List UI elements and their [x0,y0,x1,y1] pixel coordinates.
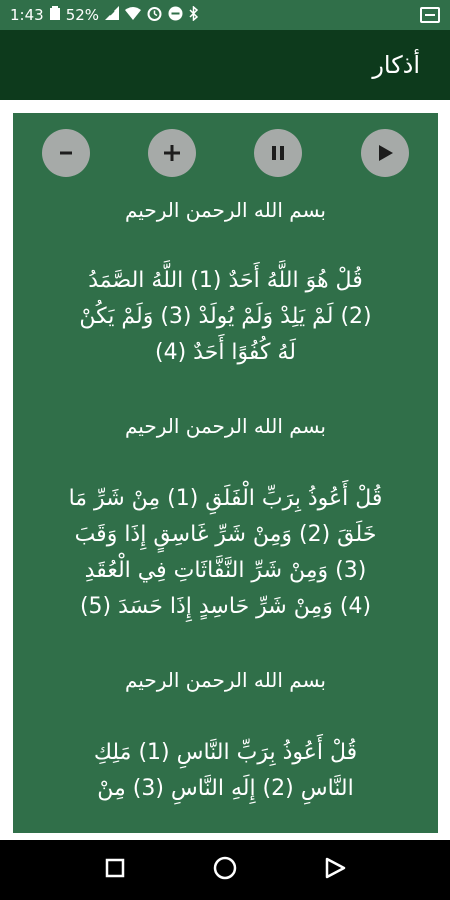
adhkar-text [13,201,438,807]
signal-icon [105,6,119,24]
surah-ikhlas-line-2: (2) لَمْ يَلِدْ وَلَمْ يُولَدْ (3) وَلَمْ يَكُنْ [79,304,372,329]
basmala-3: بسم الله الرحمن الرحيم [124,668,326,692]
wifi-icon [125,7,141,24]
pause-button[interactable] [254,129,302,177]
status-time: 1:43 [10,6,44,24]
basmala-2: بسم الله الرحمن الرحيم [124,414,326,438]
adhkar-panel [13,113,438,833]
recents-button[interactable] [95,850,135,890]
play-icon [375,143,395,163]
zoom-out-button[interactable] [42,129,90,177]
app-title: أذكار [372,51,420,79]
status-left [10,6,199,25]
home-icon [213,856,237,884]
app-bar [0,30,450,100]
surah-nas-line-1: قُلْ أَعُوذُ بِرَبِّ النَّاسِ (1) مَلِكِ [93,740,358,765]
dnd-icon [168,6,183,25]
basmala-1: بسم الله الرحمن الرحيم [124,201,326,222]
status-right [420,7,440,23]
playback-controls [13,129,438,173]
surah-ikhlas-line-3: لَهُ كُفُوًا أَحَدٌ (4) [155,340,296,365]
system-nav-bar [0,840,450,900]
battery-percent: 52% [65,6,100,24]
surah-ikhlas-line-1: قُلْ هُوَ اللَّهُ أَحَدٌ (1) اللَّهُ الصَّمَدُ [88,268,363,293]
surah-falaq-line-3: (3) وَمِنْ شَرِّ النَّفَّاثَاتِ فِي الْعُقَدِ [84,558,367,583]
surah-falaq-line-2: خَلَقَ (2) وَمِنْ شَرِّ غَاسِقٍ إِذَا وَقَبَ [74,522,377,547]
bluetooth-icon [189,6,199,25]
pause-icon [269,144,287,162]
zoom-in-button[interactable] [148,129,196,177]
surah-falaq-line-4: (4) وَمِنْ شَرِّ حَاسِدٍ إِذَا حَسَدَ (5) [79,594,372,619]
status-bar [0,0,450,30]
zoom-out-icon [57,144,75,162]
back-button[interactable] [315,850,355,890]
battery-outline-icon [420,7,440,23]
surah-nas-line-2: النَّاسِ (2) إِلَهِ النَّاسِ (3) مِنْ [97,776,354,801]
adhkar-text-scroll[interactable] [13,201,438,833]
back-icon [324,857,346,883]
home-button[interactable] [205,850,245,890]
play-button[interactable] [361,129,409,177]
recents-icon [105,858,125,882]
battery-icon [50,6,60,24]
alarm-icon [147,6,162,25]
surah-falaq-line-1: قُلْ أَعُوذُ بِرَبِّ الْفَلَقِ (1) مِنْ شَرِّ مَا [68,486,383,511]
zoom-in-icon [162,143,182,163]
